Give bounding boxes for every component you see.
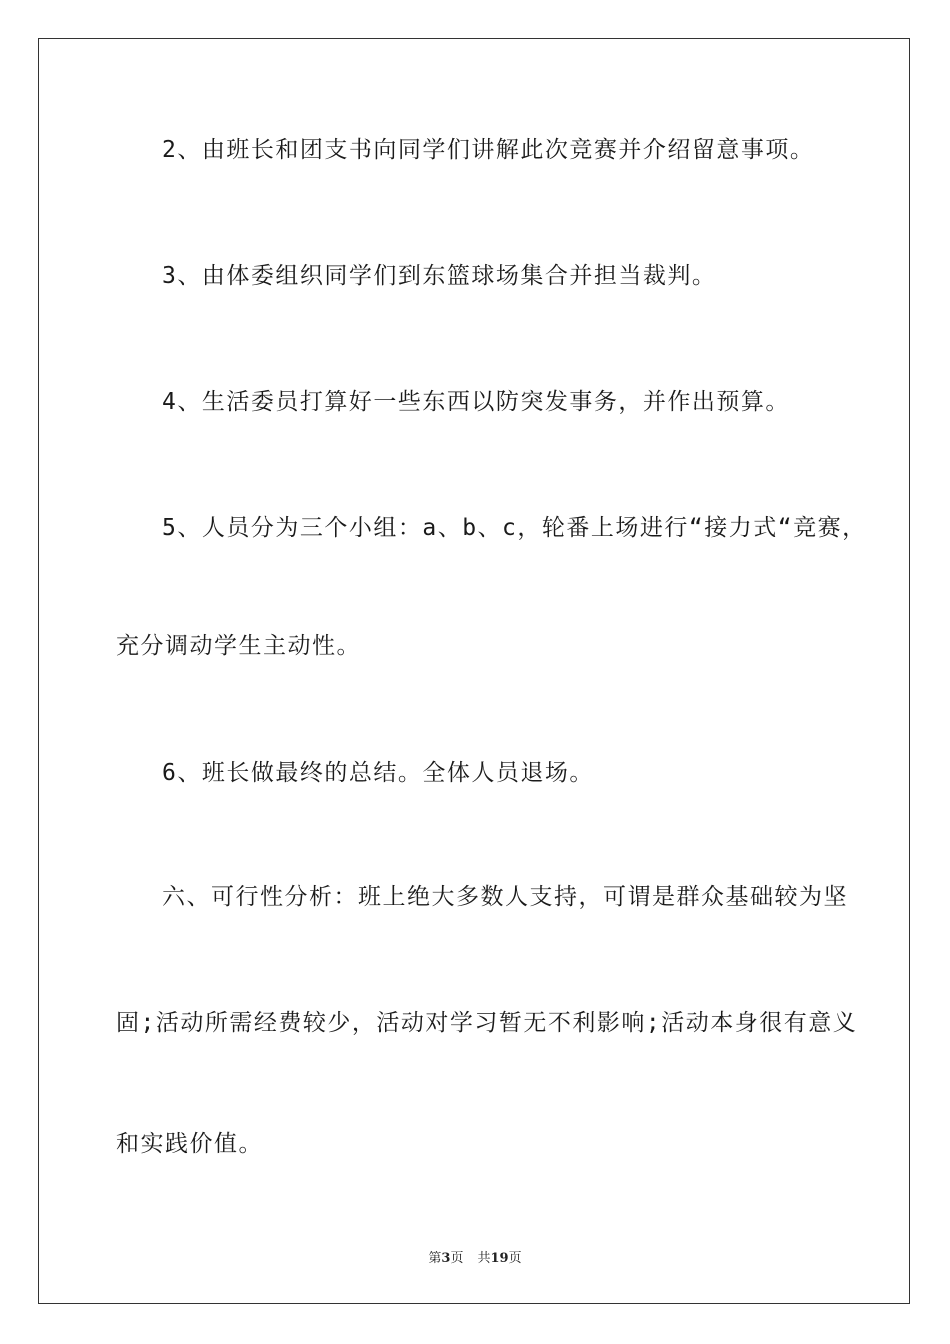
footer-total-prefix: 共 — [477, 1251, 491, 1266]
paragraph-line-6: 6、班长做最终的总结。全体人员退场。 — [162, 760, 594, 786]
footer-total-suffix: 页 — [508, 1251, 522, 1266]
page-border — [38, 38, 910, 1304]
footer-page-prefix: 第 — [428, 1251, 442, 1266]
paragraph-line-8: 固;活动所需经费较少，活动对学习暂无不利影响;活动本身很有意义 — [116, 1010, 858, 1036]
paragraph-line-5: 充分调动学生主动性。 — [116, 633, 361, 659]
paragraph-line-3: 4、生活委员打算好一些东西以防突发事务，并作出预算。 — [162, 389, 790, 415]
footer-page-suffix: 页 — [450, 1251, 464, 1266]
paragraph-line-4: 5、人员分为三个小组：a、b、c，轮番上场进行“接力式“竞赛， — [162, 515, 867, 541]
paragraph-line-7: 六、可行性分析：班上绝大多数人支持，可谓是群众基础较为坚 — [162, 884, 848, 910]
paragraph-line-1: 2、由班长和团支书向同学们讲解此次竞赛并介绍留意事项。 — [162, 137, 815, 163]
footer-total-pages: 19 — [490, 1251, 509, 1266]
paragraph-line-2: 3、由体委组织同学们到东篮球场集合并担当裁判。 — [162, 263, 717, 289]
paragraph-line-9: 和实践价值。 — [116, 1131, 263, 1157]
page-footer — [0, 1247, 950, 1266]
footer-page-number: 3 — [441, 1251, 451, 1266]
